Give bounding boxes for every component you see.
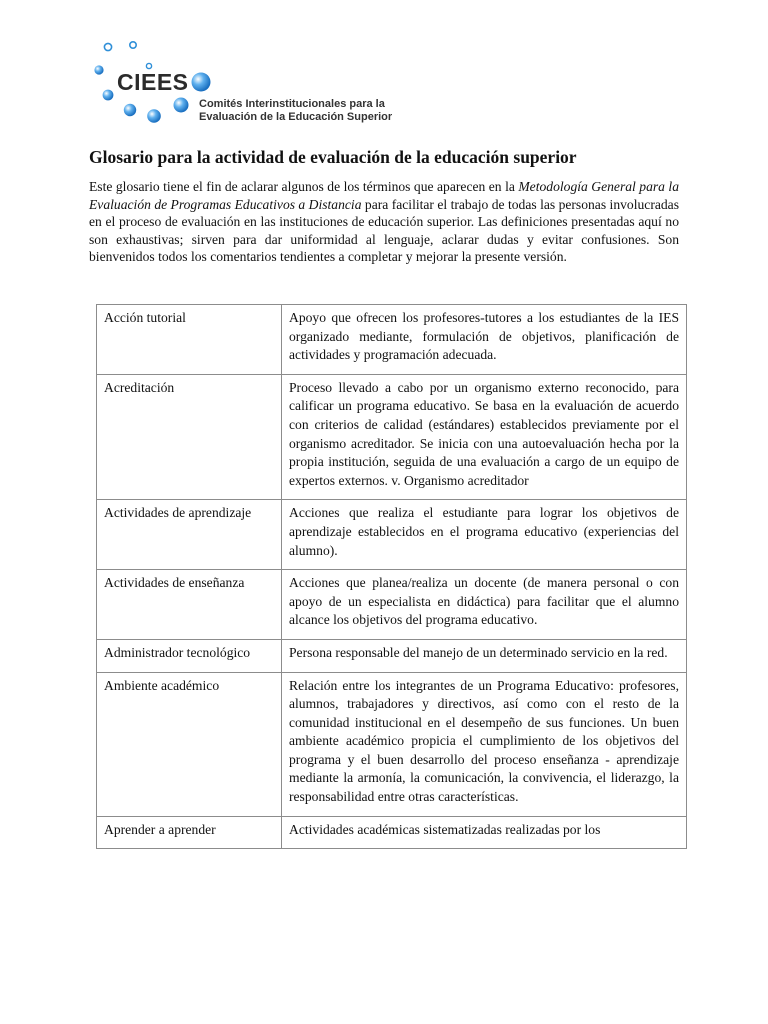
glossary-definition: Apoyo que ofrecen los profesores-tutores a los estudiantes de la IES organizado mediante, formulación de objetivos, planificación de actividades y programación adecuada. [282,305,687,375]
glossary-term: Ambiente académico [97,672,282,816]
logo-wordmark: CIEES [117,69,189,95]
logo-subtitle-line1: Comités Interinstitucionales para la [199,98,385,110]
glossary-row [97,672,687,816]
glossary-term: Actividades de enseñanza [97,570,282,640]
glossary-term: Aprender a aprender [97,816,282,849]
intro-text-end: para facilitar el trabajo de todas las personas involucradas en el proceso de evaluación en las instituciones de educación superior. Las definiciones presentadas aquí no son exhaustivas; sirven para dar uniformidad al lenguaje, aclarar dudas y evitar confusiones. Son bienvenidos todos los comentarios tendientes a completar y mejorar la presente versión. [89,196,679,265]
intro-methodology-title: Metodología General para la Evaluación de Programas Educativos a Distancia [89,179,679,212]
glossary-term: Actividades de aprendizaje [97,500,282,570]
glossary-row [97,639,687,672]
glossary-body [97,305,687,849]
glossary-row [97,816,687,849]
glossary-term: Acción tutorial [97,305,282,375]
glossary-row [97,305,687,375]
glossary-row [97,570,687,640]
glossary-term: Acreditación [97,374,282,500]
glossary-definition: Acciones que planea/realiza un docente (de manera personal o con apoyo de un especialista en didáctica) para facilitar que el alumno alcance los objetivos del programa educativo. [282,570,687,640]
glossary-row [97,500,687,570]
ciees-logo [88,36,400,132]
logo-subtitle-line2: Evaluación de la Educación Superior [199,111,393,123]
glossary-definition: Acciones que realiza el estudiante para lograr los objetivos de aprendizaje establecidos en el programa educativo (experiencias del alumno). [282,500,687,570]
glossary-definition: Relación entre los integrantes de un Programa Educativo: profesores, alumnos, trabajadores y directivos, así como con el resto de la comunidad institucional en el desempeño de sus funciones. Un buen ambiente académico propicia el cumplimiento de los objetivos del programa y el buen desarrollo del proceso enseñanza - aprendizaje mediante la armonía, la comunicación, la convivencia, el liderazgo, la responsabilidad entre otras características. [282,672,687,816]
intro-paragraph [89,178,679,266]
intro-text-start: Este glosario tiene el fin de aclarar algunos de los términos que aparecen en la [89,179,519,194]
glossary-table [96,304,687,849]
glossary-term: Administrador tecnológico [97,639,282,672]
document-title: Glosario para la actividad de evaluación de la educación superior [89,147,577,167]
glossary-definition: Proceso llevado a cabo por un organismo externo reconocido, para calificar un programa educativo. Se basa en la evaluación de acuerdo con criterios de calidad (estándares) establecidos previamente por el organismo acreditador. Se inicia con una autoevaluación hecha por la propia institución, seguida de una evaluación a cargo de un equipo de expertos externos. v. Organismo acreditador [282,374,687,500]
logo-subtitle [199,98,392,124]
glossary-definition: Actividades académicas sistematizadas realizadas por los [282,816,687,849]
glossary-definition: Persona responsable del manejo de un determinado servicio en la red. [282,639,687,672]
glossary-row [97,374,687,500]
